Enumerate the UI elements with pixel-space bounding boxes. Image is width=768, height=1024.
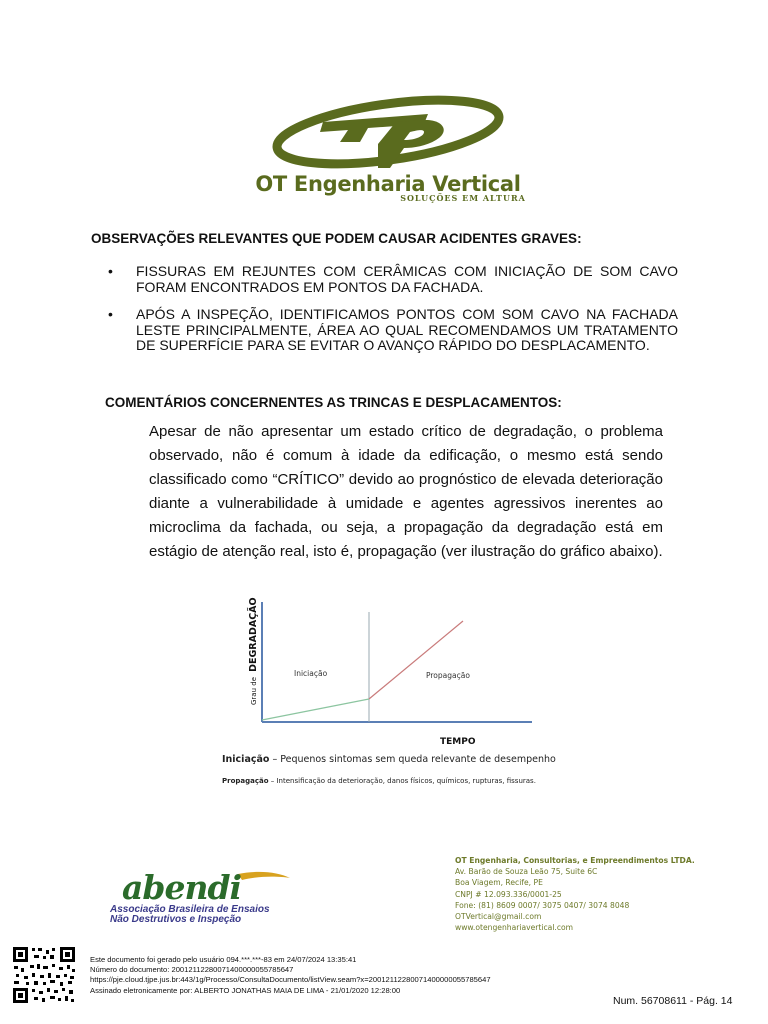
company-city: Boa Viagem, Recife, PE — [455, 878, 543, 888]
observations-list — [108, 263, 678, 366]
abendi-tagline-1: Associação Brasileira de Ensaios — [110, 904, 270, 915]
bullet-icon: • — [108, 263, 113, 279]
document-footer — [90, 955, 590, 996]
company-info — [455, 855, 695, 933]
abendi-tagline-2: Não Destrutivos e Inspeção — [110, 914, 242, 925]
section2-heading: COMENTÁRIOS CONCERNENTES AS TRINCAS E DESPLACAMENTOS: — [105, 395, 562, 410]
company-name: OT Engenharia, Consultorias, e Empreendimentos LTDA. — [455, 856, 695, 865]
list-item: • FISSURAS EM REJUNTES COM CERÂMICAS COM INICIAÇÃO DE SOM CAVO FORAM ENCONTRADOS EM PONTOS DA FACHADA. — [108, 263, 678, 295]
qr-code-icon — [12, 946, 76, 1004]
x-axis-label: TEMPO — [440, 737, 476, 747]
logo-name: OT Engenharia Vertical — [255, 172, 521, 196]
abendi-wordmark: abendi — [122, 868, 242, 907]
company-email: OTVertical@gmail.com — [455, 912, 542, 922]
company-address: Av. Barão de Souza Leão 75, Suite 6C — [455, 867, 598, 877]
degradation-figure — [232, 597, 552, 800]
phase-propagation-label: Propagação — [426, 671, 470, 680]
phase-initiation-label: Iniciação — [294, 669, 328, 678]
logo-emblem-icon — [228, 92, 548, 182]
comments-paragraph: Apesar de não apresentar um estado crítico de degradação, o problema observado, não é comum à idade da edificação, o mesmo está sendo classificado como “CRÍTICO” devido ao prognóstico de elevada deterioração diante a vulnerabilidade à umidade e agentes agressivos inerentes ao microclima da fachada, ou seja, a propagação da degradação está em estágio de atenção real, isto é, propagação (ver ilustração do gráfico abaixo). — [149, 423, 663, 560]
y-axis-label: Grau de DEGRADAÇÃO — [248, 597, 259, 705]
company-phone: Fone: (81) 8609 0007/ 3075 0407/ 3074 8048 — [455, 900, 630, 910]
propagation-line — [369, 621, 463, 699]
list-item: • APÓS A INSPEÇÃO, IDENTIFICAMOS PONTOS COM SOM CAVO NA FACHADA LESTE PRINCIPALMENTE, ÁREA AO QUAL RECOMENDAMOS UM TRATAMENTO DE SUPERFÍCIE PARA SE EVITAR O AVANÇO RÁPIDO DO DESPLACAMENTO. — [108, 306, 678, 353]
company-cnpj: CNPJ # 12.093.336/0001-25 — [455, 889, 562, 899]
initiation-line — [262, 699, 369, 720]
page-number: Num. 56708611 - Pág. 14 — [613, 995, 733, 1007]
bullet-icon: • — [108, 306, 113, 322]
caption-propagation: Propagação – Intensificação da deterioração, danos físicos, químicos, rupturas, fissuras. — [222, 777, 536, 785]
degradation-diagram — [232, 597, 552, 800]
footer-signature: Assinado eletronicamente por: ALBERTO JONATHAS MAIA DE LIMA - 21/01/2020 12:28:00 — [90, 985, 401, 995]
abendi-logo — [108, 868, 308, 924]
logo-tagline: SOLUÇÕES EM ALTURA — [400, 193, 526, 203]
section1-heading: OBSERVAÇÕES RELEVANTES QUE PODEM CAUSAR ACIDENTES GRAVES: — [91, 231, 582, 246]
company-logo — [228, 92, 548, 202]
footer-generated: Este documento foi gerado pelo usuário 094.***.***-83 em 24/07/2024 13:35:41 — [90, 955, 357, 964]
company-website: www.otengenhariavertical.com — [455, 923, 574, 933]
footer-url[interactable]: https://pje.cloud.tjpe.jus.br:443/1g/Processo/ConsultaDocumento/listView.seam?x=20012112280071400000055785647 — [90, 975, 491, 985]
caption-initiation: Iniciação – Pequenos sintomas sem queda relevante de desempenho — [222, 754, 556, 765]
footer-doc-number: Número do documento: 20012112280071400000055785647 — [90, 965, 294, 975]
